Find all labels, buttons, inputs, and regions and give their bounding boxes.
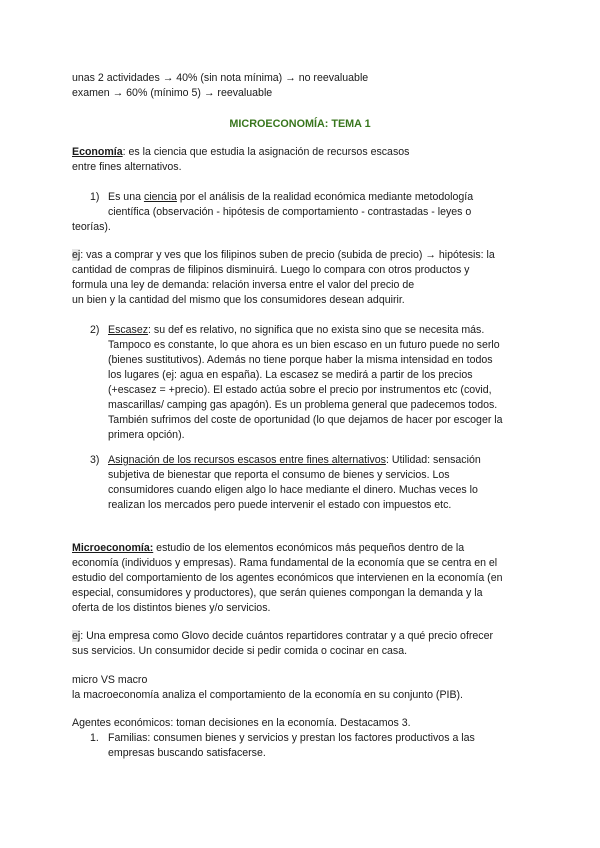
example-2 [72, 629, 532, 659]
point-2-line: Tampoco es constante, lo que ahora es un bien escaso en un futuro puede no serlo [108, 339, 500, 351]
point-2-number: 2) [90, 324, 100, 336]
agentes-item-1-line-2: empresas buscando satisfacerse. [108, 747, 266, 759]
point-1-post: por el análisis de la realidad económica mediante metodología [176, 191, 474, 203]
point-2-line: (+escasez = +precio). El estado actúa sobre el precio por instrumentos etc (covid, [108, 384, 492, 396]
asignacion-term: Asignación de los recursos escasos entre fines alternativos [108, 454, 386, 466]
agentes-item-1-line-1: Familias: consumen bienes y servicios y prestan los factores productivos a las [108, 732, 475, 744]
point-2-line: primera opción). [108, 429, 185, 441]
point-3-number: 3) [90, 454, 100, 466]
point-1 [108, 190, 538, 220]
agentes-item-1-number: 1. [90, 732, 99, 744]
economia-term: Economía [72, 146, 123, 158]
macro-line-1: micro VS macro [72, 674, 148, 686]
agentes-line-1: Agentes económicos: toman decisiones en la economía. Destacamos 3. [72, 717, 411, 729]
micro-line: especial, consumidores y productores), que serán quienes compongan la demanda y la [72, 587, 483, 599]
point-1-line-2: científica (observación - hipótesis de comportamiento - contrastadas - leyes o [108, 206, 472, 218]
agentes-economicos [72, 716, 532, 731]
point-3-line: consumidores cuando eligen algo lo hace mediante el dinero. Muchas veces lo [108, 484, 478, 496]
microeconomia-definition [72, 541, 532, 616]
evaluation-line-activities: unas 2 actividades → 40% (sin nota mínima) → no reevaluable [72, 72, 369, 84]
page-title: MICROECONOMÍA: TEMA 1 [229, 118, 371, 130]
point-1-line-3: teorías). [72, 221, 111, 233]
economia-def-1: : es la ciencia que estudia la asignación de recursos escasos [122, 146, 410, 158]
evaluation-notes [72, 71, 532, 101]
microeconomia-term: Microeconomía: [72, 542, 154, 554]
ciencia-term: ciencia [143, 191, 177, 203]
example-1-line-4: un bien y la cantidad del mismo que los consumidores desean adquirir. [72, 294, 405, 306]
example-2-label: ej [72, 630, 81, 642]
point-1-tail [72, 220, 532, 235]
point-1-pre: Es una [108, 191, 144, 203]
example-2-line-1: : Una empresa como Glovo decide cuántos repartidores contratar y a qué precio ofrecer [80, 630, 494, 642]
point-3-line: realizan los mercados pero puede intervenir el estado con impuestos etc. [108, 499, 452, 511]
point-2-line-1: : su def es relativo, no significa que no exista sino que se necesita más. [148, 324, 485, 336]
micro-line-1: estudio de los elementos económicos más pequeños dentro de la [153, 542, 465, 554]
point-3-line-1: : Utilidad: sensación [385, 454, 481, 466]
point-2-line: (bienes sustitutivos). Además no tiene porque haber la misma intensidad en todos [108, 354, 493, 366]
example-1-line-3: formula una ley de demanda: relación inversa entre el valor del precio de [72, 279, 415, 291]
macro-line-2: la macroeconomía analiza el comportamiento de la economía en su conjunto (PIB). [72, 689, 464, 701]
point-1-number: 1) [90, 191, 100, 203]
micro-line: oferta de los distintos bienes y/o servicios. [72, 602, 271, 614]
point-2-line: También sufrimos del coste de oportunidad (lo que dejamos de hacer por escoger la [108, 414, 503, 426]
point-2-line: mascarillas/ camping gas apagón). Es un problema general que padecemos todos. [108, 399, 498, 411]
example-1 [72, 248, 532, 308]
evaluation-line-exam: examen → 60% (mínimo 5) → reevaluable [72, 87, 273, 99]
economia-definition [72, 145, 532, 175]
micro-line: estudio del comportamiento de los agentes económicos que intervienen en la economía (en [72, 572, 503, 584]
agentes-item-1 [108, 731, 538, 761]
point-3-line: subjetiva de bienestar que reporta el consumo de bienes y servicios. Los [108, 469, 450, 481]
micro-vs-macro [72, 673, 532, 703]
escasez-term: Escasez [108, 324, 149, 336]
example-1-line-1: : vas a comprar y ves que los filipinos suben de precio (subida de precio) → hipótesis: la [80, 249, 495, 261]
example-1-label: ej [72, 249, 81, 261]
economia-def-2: entre fines alternativos. [72, 161, 182, 173]
example-1-line-2: cantidad de compras de filipinos disminuirá. Luego lo compara con otros productos y [72, 264, 470, 276]
point-2-line: los lugares (ej: agua en españa). La escasez se medirá a partir de los precios [108, 369, 473, 381]
micro-line: economía (individuos y empresas). Rama fundamental de la economía que se centra en el [72, 557, 498, 569]
point-3 [108, 453, 538, 513]
example-2-line-2: sus servicios. Un consumidor decide si pedir comida o cocinar en casa. [72, 645, 408, 657]
point-2 [108, 323, 538, 443]
